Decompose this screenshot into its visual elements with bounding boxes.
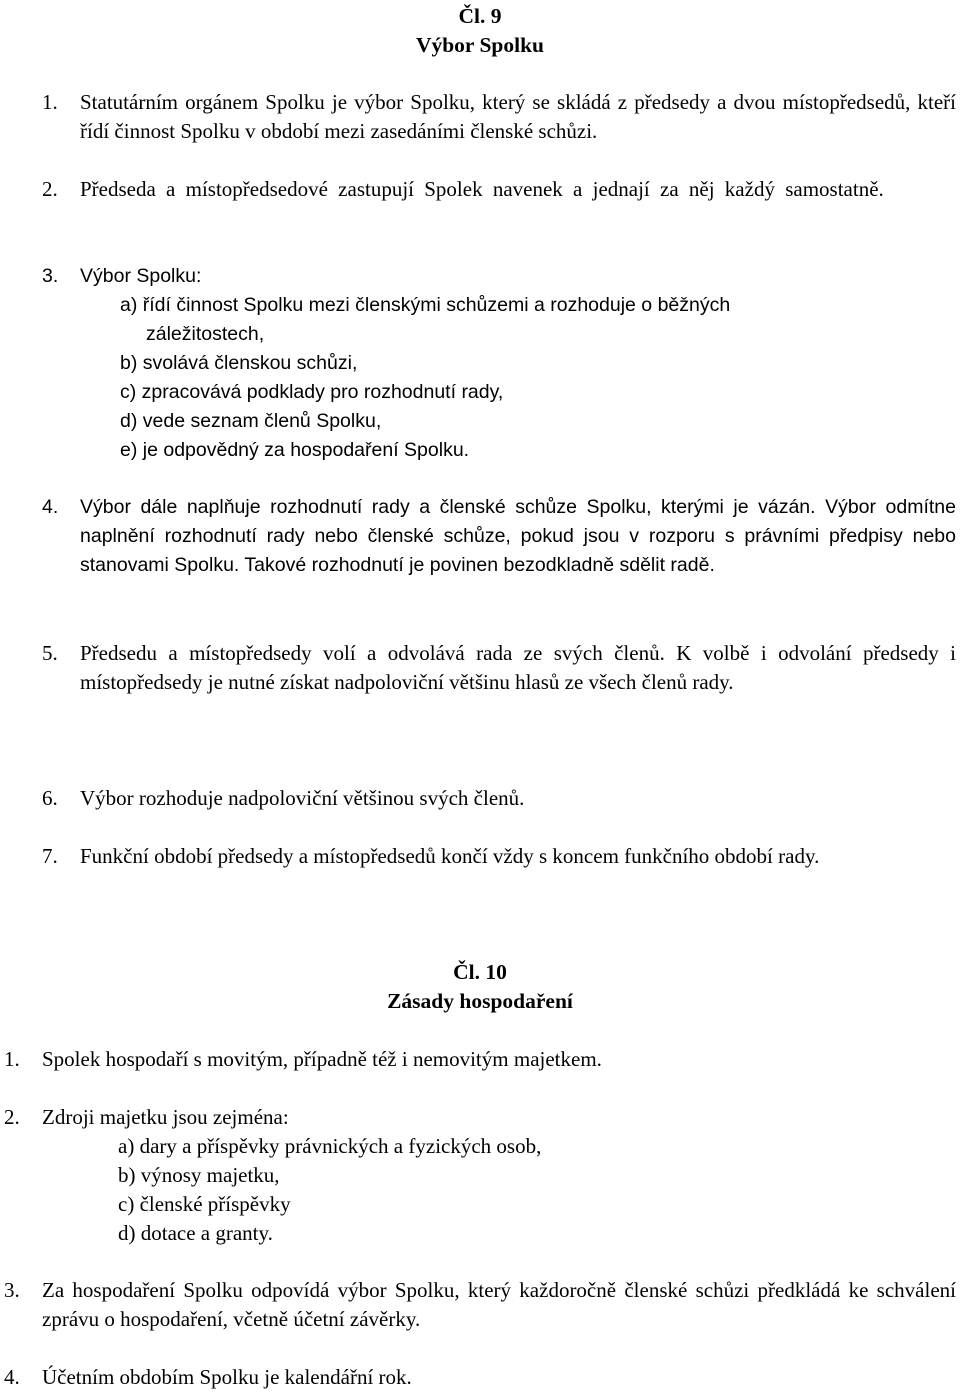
article-9-number: Čl. 9 [458, 4, 502, 28]
article-9-item-1: Statutárním orgánem Spolku je výbor Spolku, který se skládá z předsedy a dvou místopředsedů, kteří řídí činnost Spolku v období mezi zasedáními členské schůzi. [80, 90, 956, 143]
article-9-item-2: Předseda a místopředsedové zastupují Spolek navenek a jednají za něj každý samostatně. [80, 177, 884, 201]
article-9-item-3-sub-e: e) je odpovědný za hospodaření Spolku. [120, 439, 470, 461]
item-number: 7. [42, 844, 58, 868]
article-9-item-3-sub-c: c) zpracovává podklady pro rozhodnutí rady, [120, 381, 504, 403]
item-number: 4. [4, 1365, 20, 1389]
article-9-item-3-intro: Výbor Spolku: [80, 265, 202, 287]
article-10-item-2-sub-c: c) členské příspěvky [118, 1192, 291, 1216]
article-10-item-3: Za hospodaření Spolku odpovídá výbor Spolku, který každoročně členské schůzi předkládá ke schválení zprávu o hospodaření, včetně účetní závěrky. [42, 1278, 956, 1331]
item-number: 3. [4, 1278, 20, 1302]
item-number: 1. [42, 90, 58, 114]
item-number: 2. [4, 1105, 20, 1129]
article-9-item-4: Výbor dále naplňuje rozhodnutí rady a členské schůze Spolku, kterými je vázán. Výbor odmítne naplnění rozhodnutí rady nebo členské schůze, pokud jsou v rozporu s právními předpisy nebo stanovami Spolku. Takové rozhodnutí je povinen bezodkladně sdělit radě. [80, 496, 956, 576]
article-10-item-4: Účetním obdobím Spolku je kalendářní rok. [42, 1365, 412, 1389]
article-9-title: Výbor Spolku [415, 33, 545, 57]
item-number: 2. [42, 177, 58, 201]
article-9-item-6: Výbor rozhoduje nadpoloviční většinou svých členů. [80, 786, 525, 810]
article-9-item-5: Předsedu a místopředsedy volí a odvolává rada ze svých členů. K volbě i odvolání předsedy i místopředsedy je nutné získat nadpoloviční většinu hlasů ze všech členů rady. [80, 641, 956, 694]
article-10-title: Zásady hospodaření [387, 989, 573, 1013]
item-number: 4. [42, 496, 59, 518]
article-10-item-2-sub-d: d) dotace a granty. [118, 1221, 273, 1245]
article-9-item-3-sub-a: a) řídí činnost Spolku mezi členskými schůzemi a rozhoduje o běžných [120, 294, 731, 316]
article-10-item-1: Spolek hospodaří s movitým, případně též i nemovitým majetkem. [42, 1047, 602, 1071]
article-10-item-2-intro: Zdroji majetku jsou zejména: [42, 1105, 289, 1129]
item-number: 1. [4, 1047, 20, 1071]
article-10-item-2-sub-a: a) dary a příspěvky právnických a fyzických osob, [118, 1134, 542, 1158]
article-10-item-2-sub-b: b) výnosy majetku, [118, 1163, 280, 1187]
article-9-item-3-sub-d: d) vede seznam členů Spolku, [120, 410, 382, 432]
item-number: 6. [42, 786, 58, 810]
article-9-item-7: Funkční období předsedy a místopředsedů končí vždy s koncem funkčního období rady. [80, 844, 820, 868]
item-number: 5. [42, 641, 58, 665]
article-10-number: Čl. 10 [453, 960, 507, 984]
article-9-item-3-sub-b: b) svolává členskou schůzi, [120, 352, 358, 374]
article-9-item-3-sub-a-cont: záležitostech, [146, 323, 265, 345]
item-number: 3. [42, 265, 59, 287]
